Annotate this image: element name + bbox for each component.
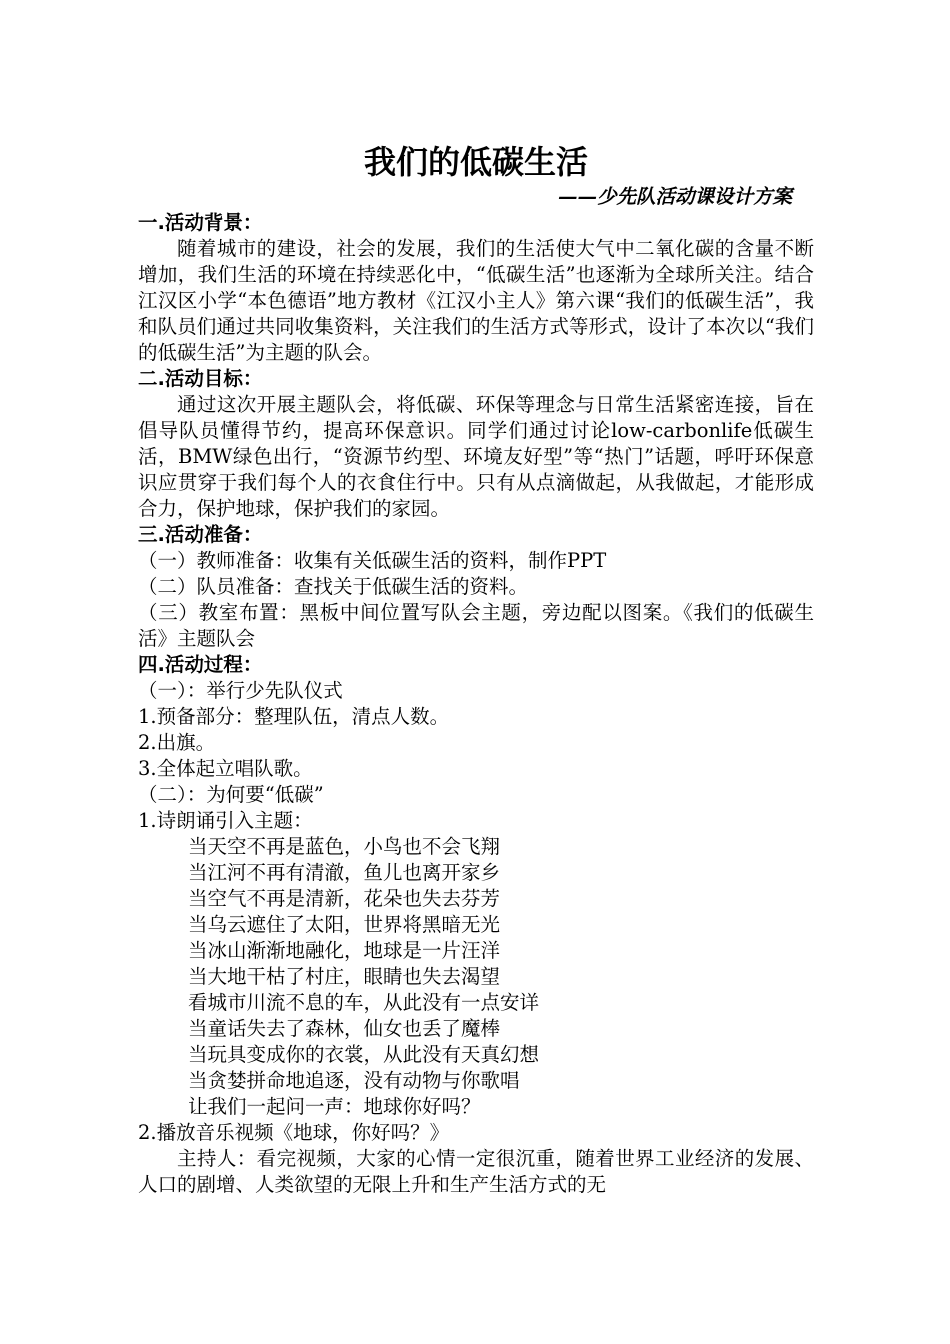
section-heading-process: 四.活动过程： (138, 653, 263, 676)
poem (138, 834, 814, 1120)
process-part-heading: （二）：为何要“低碳” (138, 783, 324, 806)
goals-paragraph: 通过这次开展主题队会，将低碳、环保等理念与日常生活紧密连接，旨在倡导队员懂得节约，提高环保意识。同学们通过讨论low-carbonlife低碳生活，BMW绿色出行，“资源节约型、环境友好型”等“热门”话题，呼吁环保意识应贯穿于我们每个人的衣食住行中。只有从点滴做起，从我做起，才能形成合力，保护地球，保护我们的家园。 (138, 393, 814, 520)
process-step: 1.诗朗诵引入主题： (138, 809, 313, 832)
process-part-heading: （一）：举行少先队仪式 (138, 679, 343, 702)
poem-line: 看城市川流不息的车，从此没有一点安详 (188, 991, 540, 1014)
section-heading-background: 一.活动背景： (138, 211, 263, 234)
section-heading-preparation: 三.活动准备： (138, 523, 263, 546)
poem-line: 让我们一起问一声：地球你好吗？ (188, 1095, 481, 1118)
poem-line: 当空气不再是清新，花朵也失去芬芳 (188, 887, 501, 910)
poem-line: 当玩具变成你的衣裳，从此没有天真幻想 (188, 1043, 540, 1066)
process-step: 1.预备部分：整理队伍，清点人数。 (138, 705, 450, 728)
document-subtitle: ——少先队活动课设计方案 (557, 185, 792, 208)
poem-line: 当童话失去了森林，仙女也丢了魔棒 (188, 1017, 501, 1040)
process-step: 2.播放音乐视频《地球，你好吗？》 (138, 1121, 450, 1144)
poem-line: 当乌云遮住了太阳，世界将黑暗无光 (188, 913, 501, 936)
poem-line: 当贪婪拼命地追逐，没有动物与你歌唱 (188, 1069, 520, 1092)
preparation-item: （三）教室布置：黑板中间位置写队会主题，旁边配以图案。《我们的低碳生活》主题队会 (138, 601, 814, 650)
poem-line: 当大地干枯了村庄，眼睛也失去渴望 (188, 965, 501, 988)
background-paragraph: 随着城市的建设，社会的发展，我们的生活使大气中二氧化碳的含量不断增加，我们生活的环境在持续恶化中，“低碳生活”也逐渐为全球所关注。结合江汉区小学“本色德语”地方教材《江汉小主人》第六课“我们的低碳生活”，我和队员们通过共同收集资料，关注我们的生活方式等形式，设计了本次以“我们的低碳生活”为主题的队会。 (138, 237, 814, 364)
document-title: 我们的低碳生活 (363, 143, 588, 181)
preparation-item: （一）教师准备：收集有关低碳生活的资料，制作PPT (138, 549, 607, 572)
poem-line: 当天空不再是蓝色，小鸟也不会飞翔 (188, 835, 501, 858)
section-heading-goals: 二.活动目标： (138, 367, 263, 390)
process-step: 3.全体起立唱队歌。 (138, 757, 313, 780)
preparation-item: （二）队员准备：查找关于低碳生活的资料。 (138, 575, 529, 598)
document-page (138, 140, 814, 1198)
process-step: 2.出旗。 (138, 731, 216, 754)
poem-line: 当冰山渐渐地融化，地球是一片汪洋 (188, 939, 501, 962)
host-paragraph: 主持人：看完视频，大家的心情一定很沉重，随着世界工业经济的发展、人口的剧增、人类欲望的无限上升和生产生活方式的无 (138, 1147, 814, 1196)
poem-line: 当江河不再有清澈，鱼儿也离开家乡 (188, 861, 501, 884)
